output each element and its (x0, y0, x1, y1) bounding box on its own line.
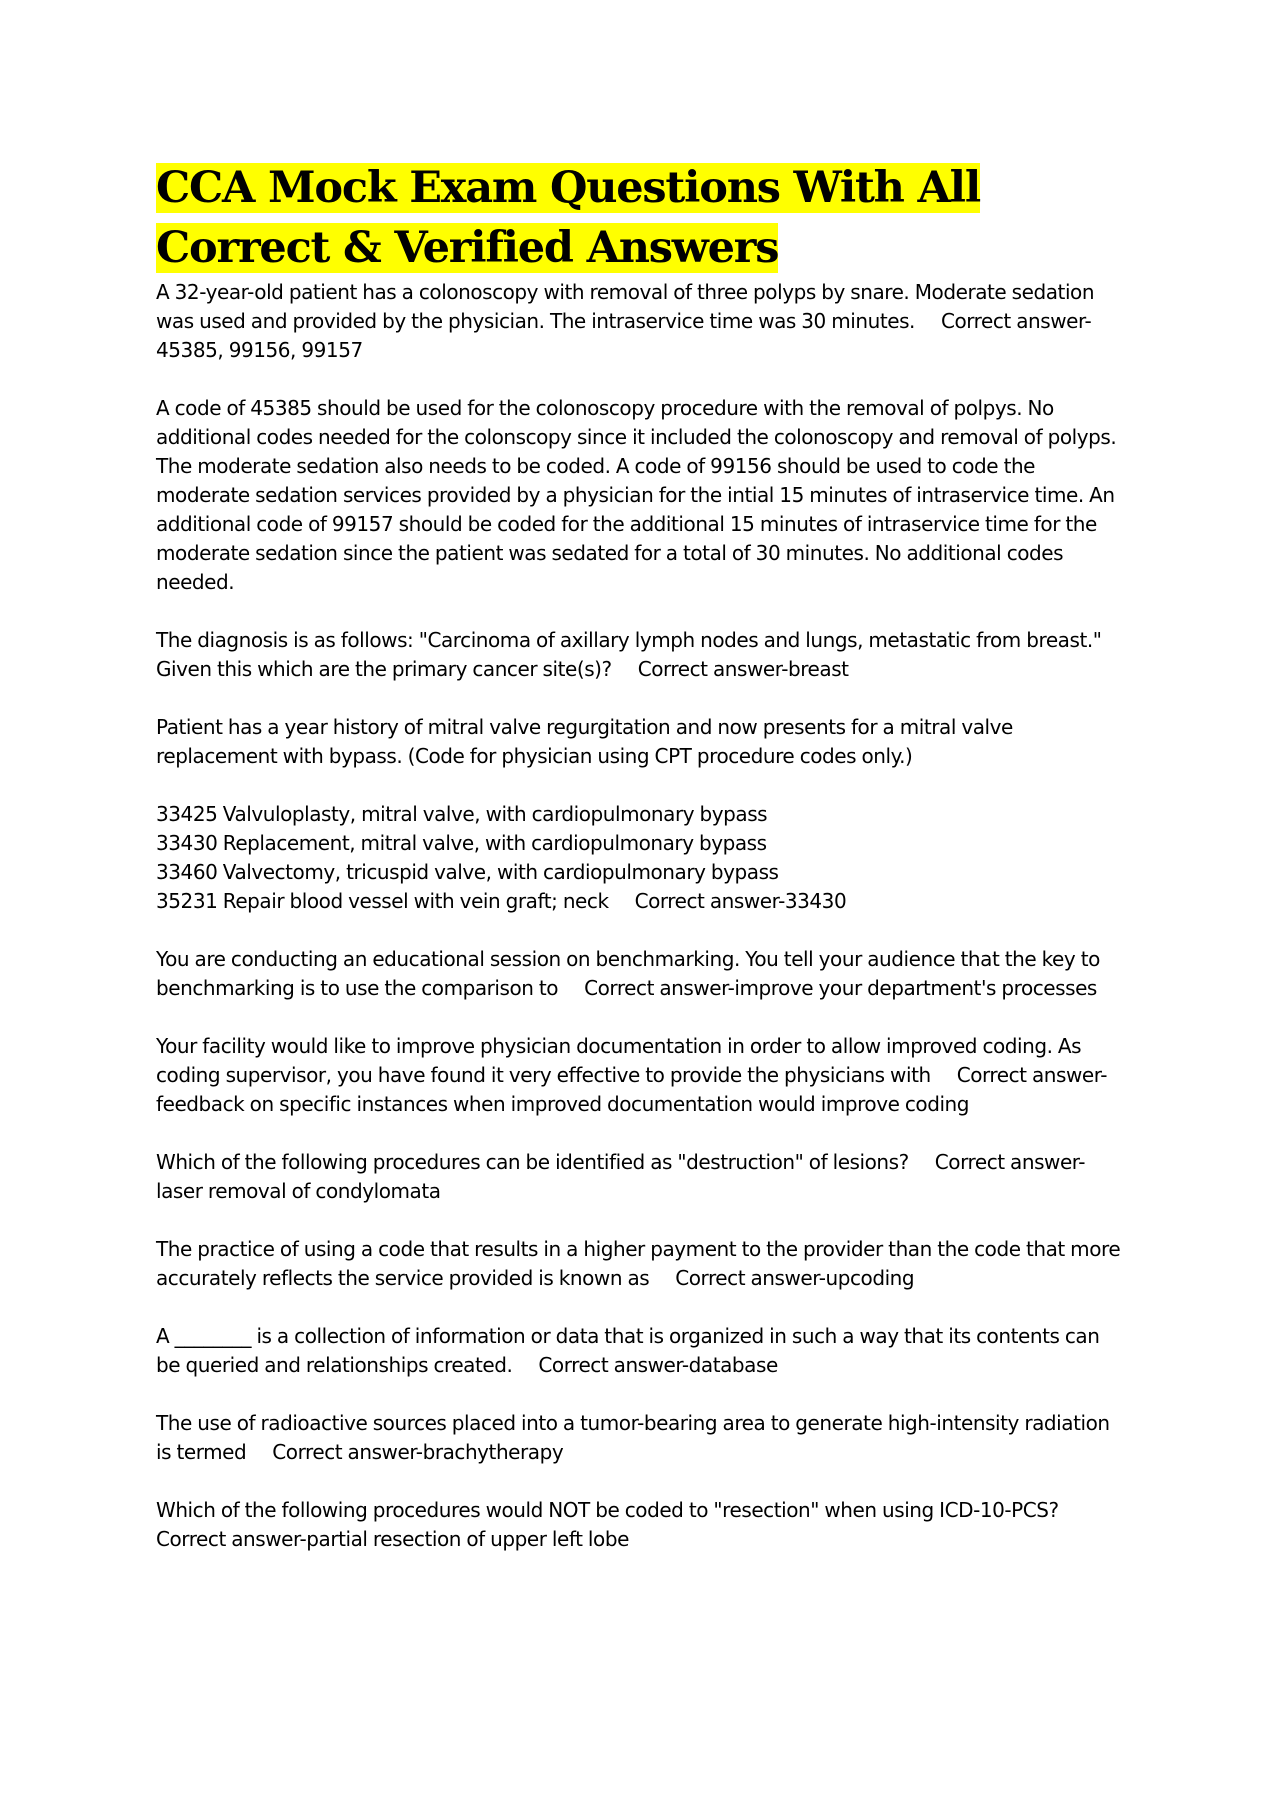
question-9 (156, 1409, 1136, 1467)
answer-text: Correct answer-database (538, 1353, 778, 1377)
answer-line: feedback on specific instances when improved documentation would improve coding (156, 1092, 970, 1116)
text-line: moderate sedation services provided by a physician for the intial 15 minutes of intraservice time. An (156, 483, 1115, 507)
answer-label: Correct answer- (940, 309, 1092, 333)
answer-label: Correct answer- (934, 1150, 1086, 1174)
text-line: The use of radioactive sources placed into a tumor-bearing area to generate high-intensity radiation (156, 1411, 1110, 1435)
text-line: Which of the following procedures would NOT be coded to "resection" when using ICD-10-PCS? (156, 1498, 1059, 1522)
option-line: 33430 Replacement, mitral valve, with cardiopulmonary bypass (156, 831, 767, 855)
text-line: additional codes needed for the colonscopy since it included the colonoscopy and removal of polyps. (156, 425, 1117, 449)
answer-text: Correct answer-breast (637, 657, 849, 681)
option-line: 33425 Valvuloplasty, mitral valve, with cardiopulmonary bypass (156, 802, 768, 826)
text-line: coding supervisor, you have found it very effective to provide the physicians with Correct answer- (156, 1063, 1107, 1087)
text-line: Given this which are the primary cancer site(s)? Correct answer-breast (156, 657, 849, 681)
text-line: is termed Correct answer-brachytherapy (156, 1440, 564, 1464)
question-2 (156, 626, 1136, 684)
answer-text: Correct answer-upcoding (675, 1266, 915, 1290)
question-8 (156, 1322, 1136, 1380)
text-line: additional code of 99157 should be coded for the additional 15 minutes of intraservice time for the (156, 512, 1097, 536)
text-line: A code of 45385 should be used for the colonoscopy procedure with the removal of polpys. No (156, 396, 1054, 420)
answer-line: Correct answer-partial resection of upper left lobe (156, 1527, 629, 1551)
text-line: be queried and relationships created. Correct answer-database (156, 1353, 778, 1377)
question-10 (156, 1496, 1136, 1554)
document-title (156, 158, 1136, 278)
question-3 (156, 713, 1136, 771)
text-line: The practice of using a code that results in a higher payment to the provider than the code that more (156, 1237, 1121, 1261)
question-3-options (156, 800, 1136, 916)
text-line: needed. (156, 570, 235, 594)
question-4 (156, 945, 1136, 1003)
answer-text: Correct answer-brachytherapy (272, 1440, 564, 1464)
answer-text: Correct answer-improve your department's processes (584, 976, 1097, 1000)
explanation-1 (156, 394, 1136, 597)
text-line: replacement with bypass. (Code for physician using CPT procedure codes only.) (156, 744, 913, 768)
option-line: 35231 Repair blood vessel with vein graft; neck Correct answer-33430 (156, 889, 847, 913)
question-7 (156, 1235, 1136, 1293)
answer-line: laser removal of condylomata (156, 1179, 441, 1203)
question-5 (156, 1032, 1136, 1119)
title-line-1: CCA Mock Exam Questions With All (156, 163, 980, 213)
text-line: Your facility would like to improve physician documentation in order to allow improved coding. As (156, 1034, 1082, 1058)
text-line: benchmarking is to use the comparison to Correct answer-improve your department's processes (156, 976, 1097, 1000)
answer-label: Correct answer- (956, 1063, 1107, 1087)
answer-text: Correct answer-33430 (634, 889, 847, 913)
text-line: A ________ is a collection of information or data that is organized in such a way that its contents can (156, 1324, 1100, 1348)
text-line: moderate sedation since the patient was sedated for a total of 30 minutes. No additional codes (156, 541, 1064, 565)
text-line: accurately reflects the service provided is known as Correct answer-upcoding (156, 1266, 915, 1290)
text-line: was used and provided by the physician. The intraservice time was 30 minutes. Correct answer- (156, 309, 1092, 333)
option-line: 33460 Valvectomy, tricuspid valve, with cardiopulmonary bypass (156, 860, 779, 884)
title-line-2: Correct & Verified Answers (156, 223, 779, 273)
text-line: The diagnosis is as follows: "Carcinoma of axillary lymph nodes and lungs, metastatic from breast." (156, 628, 1102, 652)
text-line: Which of the following procedures can be identified as "destruction" of lesions? Correct answer- (156, 1150, 1086, 1174)
text-line: You are conducting an educational session on benchmarking. You tell your audience that the key to (156, 947, 1100, 971)
question-1 (156, 278, 1136, 365)
text-line: Patient has a year history of mitral valve regurgitation and now presents for a mitral valve (156, 715, 1013, 739)
document-page (156, 158, 1136, 1583)
text-line: A 32-year-old patient has a colonoscopy with removal of three polyps by snare. Moderate sedation (156, 280, 1095, 304)
answer-line: 45385, 99156, 99157 (156, 338, 363, 362)
text-line: The moderate sedation also needs to be coded. A code of 99156 should be used to code the (156, 454, 1036, 478)
question-6 (156, 1148, 1136, 1206)
